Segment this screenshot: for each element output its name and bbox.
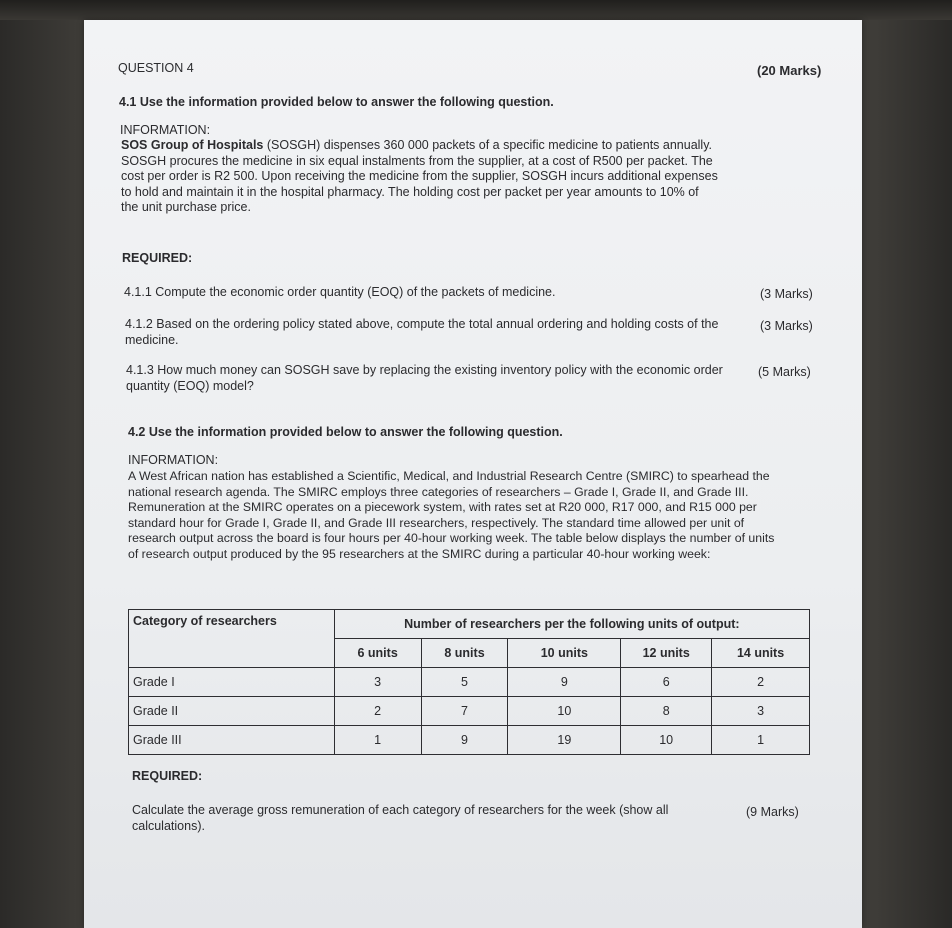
q411-text: 4.1.1 Compute the economic order quantity (EOQ) of the packets of medicine. — [124, 285, 556, 299]
q41-info-label: INFORMATION: — [120, 123, 211, 137]
q413-text-line2: quantity (EOQ) model? — [126, 379, 254, 393]
q42-info-paragraph — [128, 469, 774, 562]
table-cell: 2 — [334, 697, 421, 726]
monitor-bezel — [0, 0, 952, 20]
q413-text-line1: 4.1.3 How much money can SOSGH save by replacing the existing inventory policy with the economic order — [126, 363, 723, 377]
table-row — [129, 697, 810, 726]
q413-marks: (5 Marks) — [758, 365, 811, 379]
column-header: 6 units — [334, 639, 421, 668]
table-cell: 9 — [508, 668, 621, 697]
q41-info-line: the unit purchase price. — [121, 200, 251, 214]
table-cell: 8 — [621, 697, 712, 726]
q42-info-line: A West African nation has established a Scientific, Medical, and Industrial Research Centre (SMIRC) to spearhead the — [128, 469, 770, 483]
table-row — [129, 668, 810, 697]
category-header: Category of researchers — [129, 610, 335, 668]
q41-heading: 4.1 Use the information provided below to answer the following question. — [119, 95, 554, 109]
q42-heading: 4.2 Use the information provided below to answer the following question. — [128, 425, 563, 439]
q42-info-line: Remuneration at the SMIRC operates on a piecework system, with rates set at R20 000, R17 000, and R15 000 per — [128, 500, 757, 514]
q41-info-line: cost per order is R2 500. Upon receiving the medicine from the supplier, SOSGH incurs additional expenses — [121, 169, 718, 183]
org-name: SOS Group of Hospitals — [121, 138, 264, 152]
table-cell: 19 — [508, 726, 621, 755]
q41-info-line-rest: (SOSGH) dispenses 360 000 packets of a specific medicine to patients annually. — [263, 138, 712, 152]
table-cell: 5 — [421, 668, 508, 697]
table-cell: 1 — [334, 726, 421, 755]
row-label: Grade I — [129, 668, 335, 697]
question-page — [84, 20, 862, 928]
column-header: 10 units — [508, 639, 621, 668]
q42-info-line: research output across the board is four hours per 40-hour working week. The table below displays the number of units — [128, 531, 775, 545]
q42-info-line: standard hour for Grade I, Grade II, and Grade III researchers, respectively. The standard time allowed per unit of — [128, 515, 745, 530]
q42-info-line: national research agenda. The SMIRC employs three categories of researchers – Grade I, Grade II, and Grade III. — [128, 484, 749, 499]
question-marks: (20 Marks) — [757, 63, 822, 78]
row-label: Grade II — [129, 697, 335, 726]
q41-info-paragraph — [121, 138, 718, 216]
table-cell: 2 — [712, 668, 810, 697]
researchers-table — [128, 609, 810, 755]
table-cell: 7 — [421, 697, 508, 726]
q411-marks: (3 Marks) — [760, 287, 813, 301]
q41-info-line: to hold and maintain it in the hospital pharmacy. The holding cost per packet per year amounts to 10% of — [121, 184, 699, 199]
q412-marks: (3 Marks) — [760, 319, 813, 333]
q412-text-line2: medicine. — [125, 333, 179, 347]
table-cell: 10 — [508, 697, 621, 726]
column-header: 14 units — [712, 639, 810, 668]
units-group-header: Number of researchers per the following units of output: — [334, 610, 809, 639]
table-header-row — [129, 610, 810, 639]
q41-required-label: REQUIRED: — [122, 251, 193, 265]
table-cell: 9 — [421, 726, 508, 755]
column-header: 8 units — [421, 639, 508, 668]
q42-info-line: of research output produced by the 95 researchers at the SMIRC during a particular 40-hour working week: — [128, 546, 711, 561]
column-header: 12 units — [621, 639, 712, 668]
q41-info-line — [121, 138, 718, 154]
row-label: Grade III — [129, 726, 335, 755]
table-cell: 3 — [712, 697, 810, 726]
q412-text-line1: 4.1.2 Based on the ordering policy stated above, compute the total annual ordering and holding costs of the — [125, 317, 719, 331]
table-cell: 1 — [712, 726, 810, 755]
question-title: QUESTION 4 — [118, 61, 194, 75]
q41-info-line: SOSGH procures the medicine in six equal instalments from the supplier, at a cost of R500 per packet. The — [121, 153, 713, 168]
q42-required-line2: calculations). — [132, 819, 205, 833]
q42-info-label: INFORMATION: — [128, 453, 219, 467]
q42-required-marks: (9 Marks) — [746, 805, 799, 819]
table-cell: 6 — [621, 668, 712, 697]
table-row — [129, 726, 810, 755]
table-cell: 10 — [621, 726, 712, 755]
q42-required-label: REQUIRED: — [132, 769, 203, 783]
q42-required-line1: Calculate the average gross remuneration of each category of researchers for the week (show all — [132, 803, 669, 817]
table-cell: 3 — [334, 668, 421, 697]
